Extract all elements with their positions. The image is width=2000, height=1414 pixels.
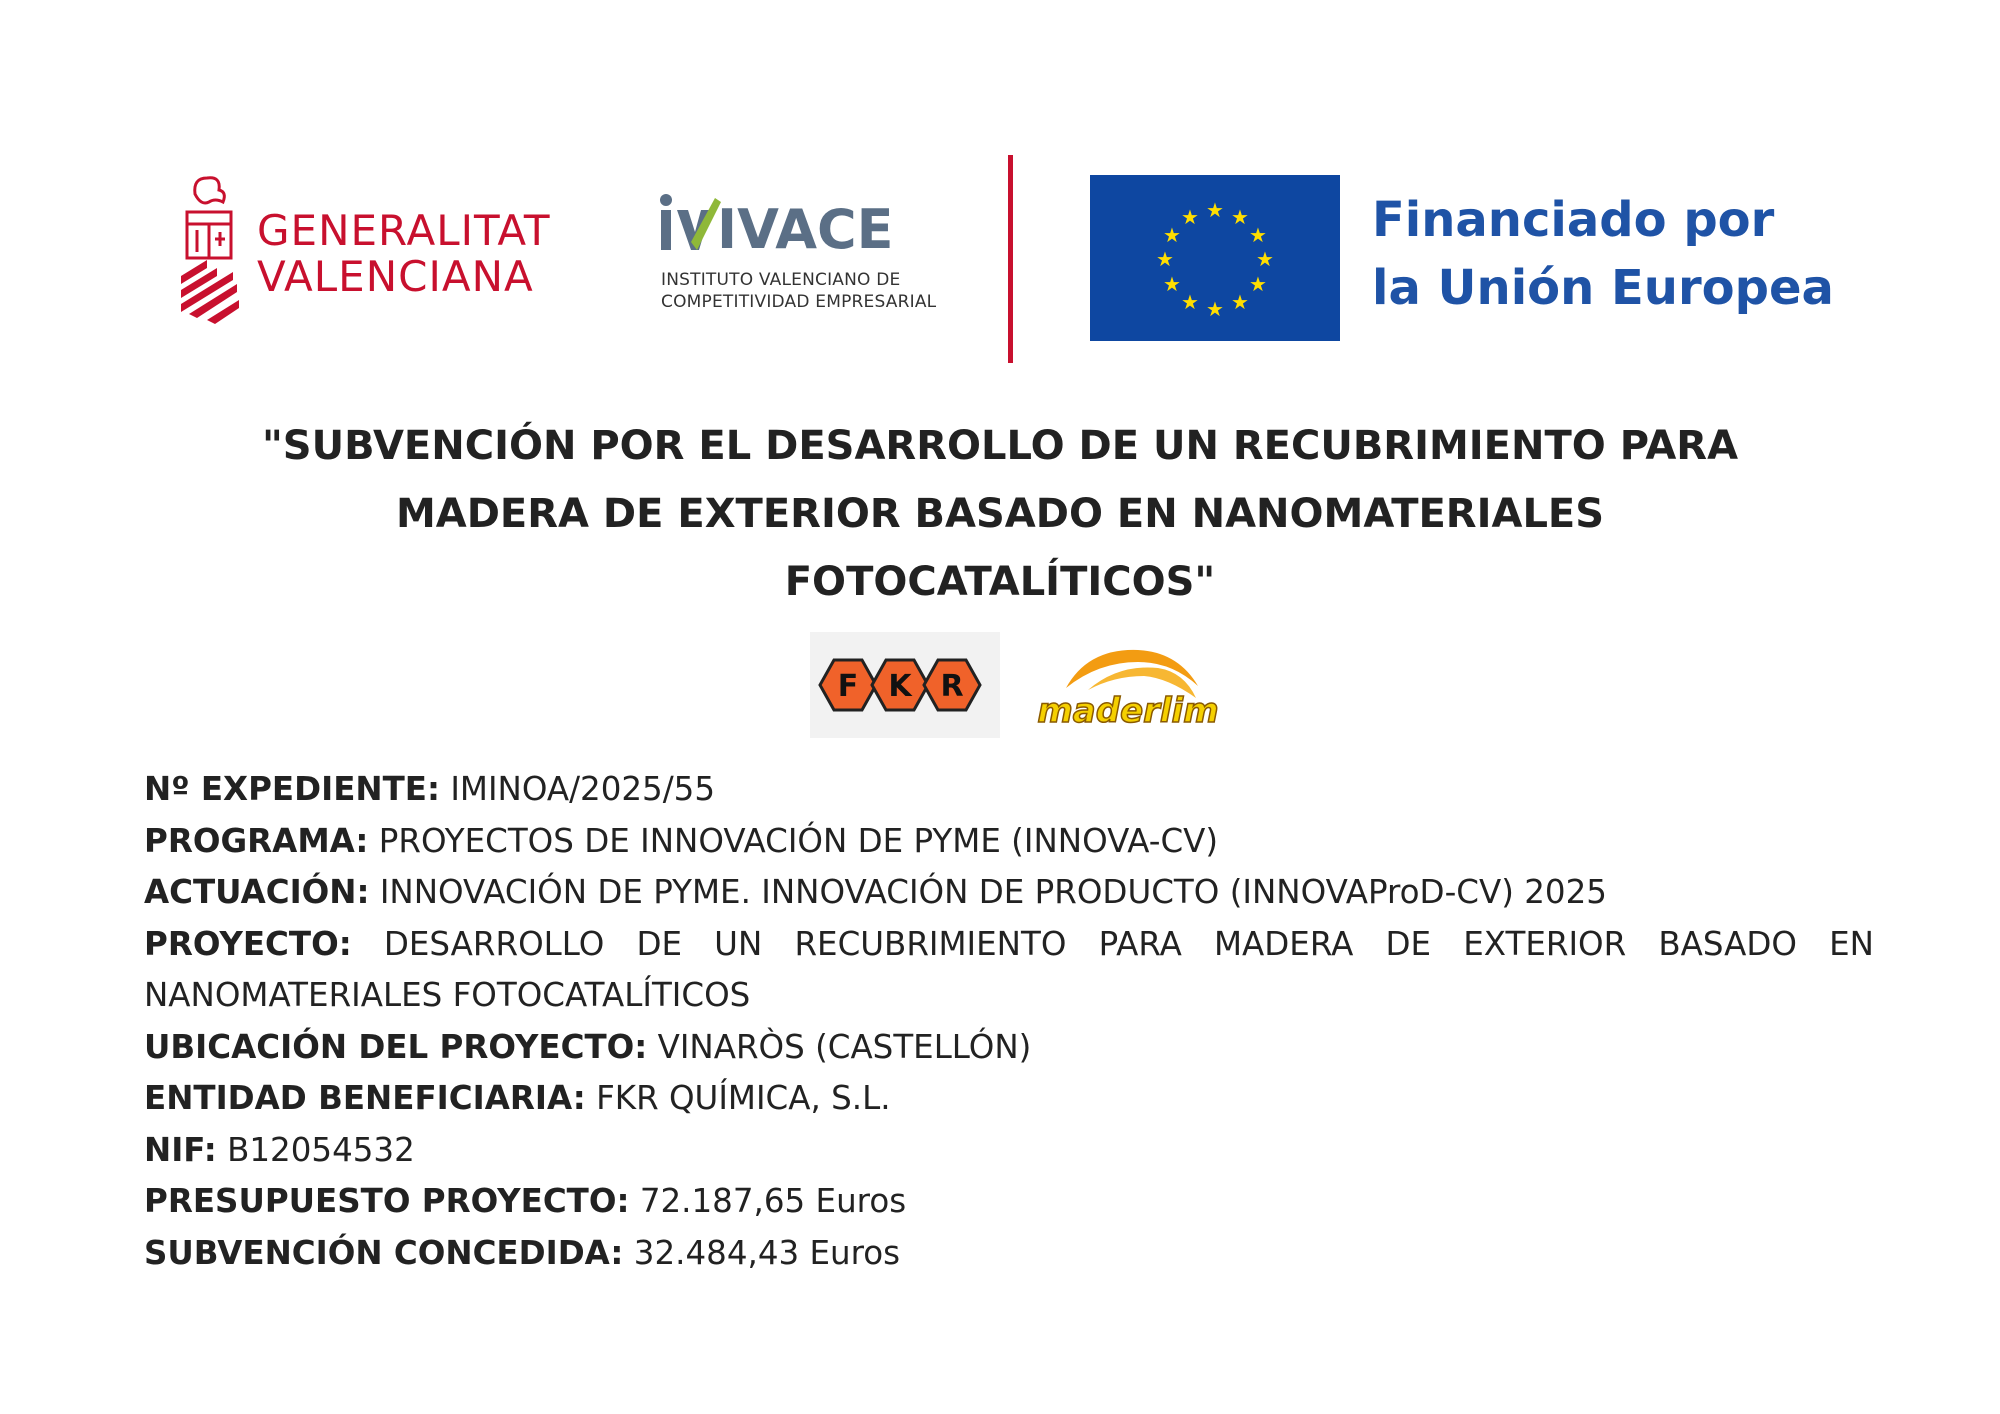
detail-value: 72.187,65 Euros xyxy=(639,1182,907,1220)
detail-label: NIF: xyxy=(144,1130,217,1169)
title-line-1: "SUBVENCIÓN POR EL DESARROLLO DE UN RECUBRIMIENTO PARA xyxy=(261,423,1739,469)
detail-label: UBICACIÓN DEL PROYECTO: xyxy=(144,1027,648,1066)
fkr-letter-k: K xyxy=(888,669,912,704)
detail-label: PROYECTO: xyxy=(144,924,352,963)
ivace-name: IVACE xyxy=(717,198,894,261)
project-details xyxy=(144,764,1874,1279)
svg-text:★: ★ xyxy=(1249,272,1267,296)
ivace-logo xyxy=(655,190,937,330)
detail-label: Nº EXPEDIENTE: xyxy=(144,770,440,808)
detail-label: PRESUPUESTO PROYECTO: xyxy=(144,1182,630,1220)
detail-label: ACTUACIÓN: xyxy=(144,873,370,911)
svg-text:★: ★ xyxy=(1256,247,1274,271)
generalitat-name-line1: GENERALITAT xyxy=(257,206,551,255)
detail-label: PROGRAMA: xyxy=(144,821,369,860)
ivace-wordmark-icon xyxy=(655,190,905,261)
ivace-subtitle-line2: COMPETITIVIDAD EMPRESARIAL xyxy=(661,292,937,312)
detail-value: PROYECTOS DE INNOVACIÓN DE PYME (INNOVA-CV) xyxy=(378,821,1219,860)
title-line-3: FOTOCATALÍTICOS" xyxy=(784,559,1216,605)
detail-value: 32.484,43 Euros xyxy=(633,1233,901,1272)
detail-nif xyxy=(144,1125,1874,1177)
svg-text:★: ★ xyxy=(1231,290,1249,314)
svg-text:★: ★ xyxy=(1163,223,1181,247)
title-line-2: MADERA DE EXTERIOR BASADO EN NANOMATERIALES xyxy=(395,491,1605,537)
detail-label: ENTIDAD BENEFICIARIA: xyxy=(144,1079,586,1117)
page-title xyxy=(150,412,1850,616)
detail-entidad xyxy=(144,1073,1874,1125)
fkr-logo xyxy=(810,632,1000,738)
svg-text:★: ★ xyxy=(1156,247,1174,271)
maderlim-name: maderlim xyxy=(1037,691,1219,731)
svg-text:★: ★ xyxy=(1163,272,1181,296)
detail-value: IMINOA/2025/55 xyxy=(450,770,716,808)
svg-text:★: ★ xyxy=(1181,290,1199,314)
generalitat-crest-icon xyxy=(175,172,247,332)
detail-value: INNOVACIÓN DE PYME. INNOVACIÓN DE PRODUCTO (INNOVAProD-CV) 2025 xyxy=(379,873,1607,911)
eu-stars-icon xyxy=(1090,175,1340,341)
svg-text:★: ★ xyxy=(1181,205,1199,229)
detail-label: SUBVENCIÓN CONCEDIDA: xyxy=(144,1233,624,1272)
eu-funding-line1: Financiado por xyxy=(1372,192,1775,248)
detail-actuacion xyxy=(144,867,1874,919)
ivace-subtitle-line1: INSTITUTO VALENCIANO DE xyxy=(661,270,901,290)
eu-funding-line2: la Unión Europea xyxy=(1372,260,1834,316)
svg-text:★: ★ xyxy=(1249,223,1267,247)
detail-value: DESARROLLO DE UN RECUBRIMIENTO PARA MADERA DE EXTERIOR BASADO EN NANOMATERIALES FOTOCATALÍTICOS xyxy=(144,924,1874,1014)
detail-programa xyxy=(144,816,1874,868)
svg-text:★: ★ xyxy=(1231,205,1249,229)
detail-subvencion xyxy=(144,1228,1874,1280)
detail-presupuesto xyxy=(144,1176,1874,1228)
svg-text:★: ★ xyxy=(1206,297,1224,321)
logo-divider xyxy=(1008,155,1013,363)
svg-text:★: ★ xyxy=(1206,198,1224,222)
detail-value: VINARÒS (CASTELLÓN) xyxy=(657,1027,1032,1066)
detail-value: B12054532 xyxy=(227,1130,415,1169)
detail-value: FKR QUÍMICA, S.L. xyxy=(596,1079,891,1117)
maderlim-logo xyxy=(1037,640,1219,735)
detail-expediente xyxy=(144,764,1874,816)
fkr-letter-r: R xyxy=(940,669,964,704)
fkr-letter-f: F xyxy=(837,669,859,704)
generalitat-name-line2: VALENCIANA xyxy=(257,252,534,301)
generalitat-valenciana-logo xyxy=(175,172,551,332)
eu-flag xyxy=(1090,175,1340,341)
detail-ubicacion xyxy=(144,1022,1874,1074)
detail-proyecto xyxy=(144,919,1874,1022)
